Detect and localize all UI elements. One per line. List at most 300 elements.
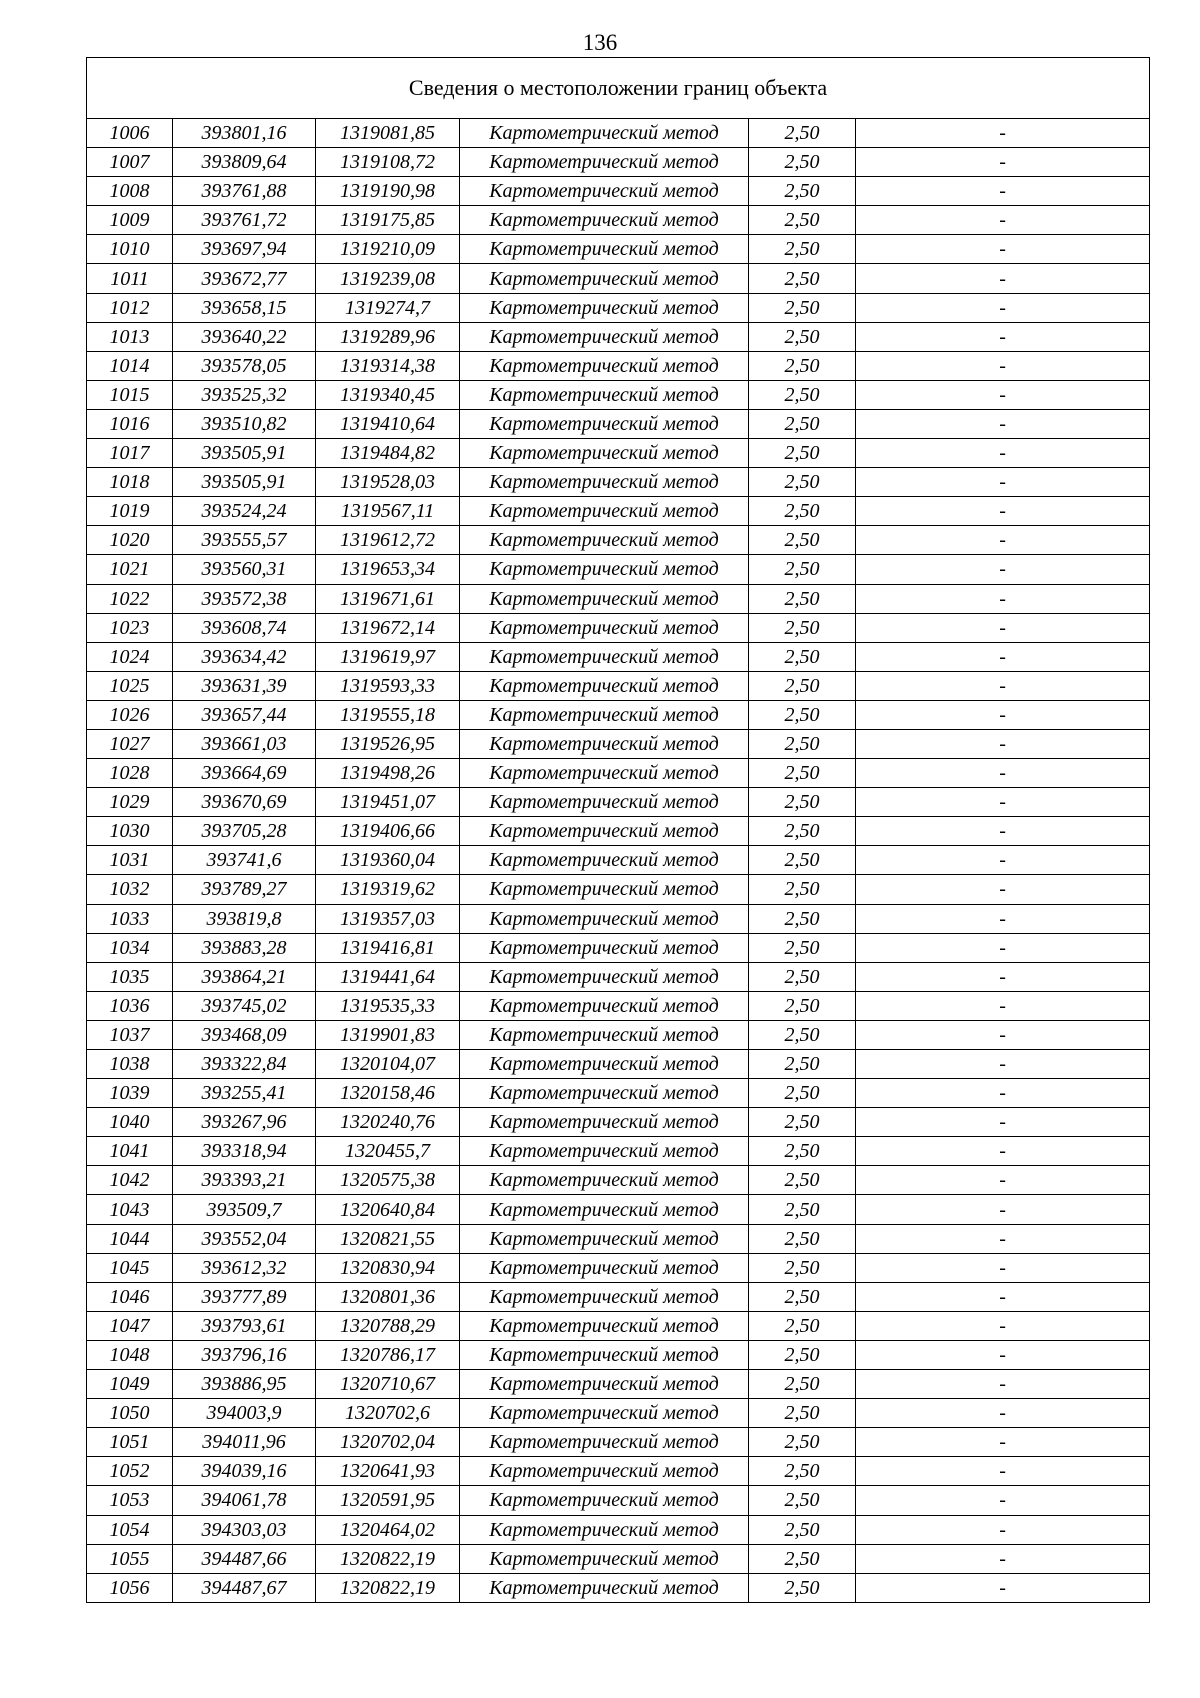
point-number-cell: 1031: [87, 846, 173, 875]
y-coordinate-cell: 1319567,11: [316, 497, 460, 526]
method-cell: Картометрический метод: [460, 642, 749, 671]
y-coordinate-cell: 1320830,94: [316, 1253, 460, 1282]
description-cell: -: [856, 555, 1150, 584]
method-cell: Картометрический метод: [460, 1079, 749, 1108]
method-cell: Картометрический метод: [460, 380, 749, 409]
x-coordinate-cell: 393612,32: [173, 1253, 316, 1282]
x-coordinate-cell: 393634,42: [173, 642, 316, 671]
point-number-cell: 1052: [87, 1457, 173, 1486]
method-cell: Картометрический метод: [460, 293, 749, 322]
method-cell: Картометрический метод: [460, 904, 749, 933]
x-coordinate-cell: 393658,15: [173, 293, 316, 322]
table-row: [87, 1399, 1150, 1428]
precision-cell: 2,50: [749, 1544, 856, 1573]
method-cell: Картометрический метод: [460, 759, 749, 788]
x-coordinate-cell: 393318,94: [173, 1137, 316, 1166]
x-coordinate-cell: 394039,16: [173, 1457, 316, 1486]
description-cell: -: [856, 1515, 1150, 1544]
table-row: [87, 497, 1150, 526]
method-cell: Картометрический метод: [460, 788, 749, 817]
x-coordinate-cell: 393560,31: [173, 555, 316, 584]
description-cell: -: [856, 1050, 1150, 1079]
description-cell: -: [856, 1399, 1150, 1428]
x-coordinate-cell: 393864,21: [173, 962, 316, 991]
precision-cell: 2,50: [749, 1282, 856, 1311]
precision-cell: 2,50: [749, 904, 856, 933]
point-number-cell: 1026: [87, 700, 173, 729]
page-number: 136: [582, 30, 618, 55]
method-cell: Картометрический метод: [460, 322, 749, 351]
precision-cell: 2,50: [749, 875, 856, 904]
y-coordinate-cell: 1319612,72: [316, 526, 460, 555]
point-number-cell: 1028: [87, 759, 173, 788]
table-row: [87, 671, 1150, 700]
precision-cell: 2,50: [749, 991, 856, 1020]
table-row: [87, 788, 1150, 817]
table-body: [87, 58, 1150, 1603]
description-cell: -: [856, 875, 1150, 904]
table-row: [87, 642, 1150, 671]
table-row: [87, 1515, 1150, 1544]
x-coordinate-cell: 393468,09: [173, 1020, 316, 1049]
table-title-row: [87, 58, 1150, 119]
description-cell: -: [856, 119, 1150, 148]
point-number-cell: 1032: [87, 875, 173, 904]
table-row: [87, 526, 1150, 555]
precision-cell: 2,50: [749, 1079, 856, 1108]
precision-cell: 2,50: [749, 1108, 856, 1137]
description-cell: -: [856, 729, 1150, 758]
method-cell: Картометрический метод: [460, 1166, 749, 1195]
precision-cell: 2,50: [749, 1399, 856, 1428]
method-cell: Картометрический метод: [460, 351, 749, 380]
table-row: [87, 875, 1150, 904]
table-row: [87, 409, 1150, 438]
precision-cell: 2,50: [749, 584, 856, 613]
point-number-cell: 1053: [87, 1486, 173, 1515]
table-row: [87, 1573, 1150, 1602]
point-number-cell: 1049: [87, 1370, 173, 1399]
description-cell: -: [856, 1195, 1150, 1224]
table-row: [87, 904, 1150, 933]
method-cell: Картометрический метод: [460, 584, 749, 613]
precision-cell: 2,50: [749, 555, 856, 584]
method-cell: Картометрический метод: [460, 846, 749, 875]
point-number-cell: 1046: [87, 1282, 173, 1311]
table-row: [87, 1282, 1150, 1311]
x-coordinate-cell: 393505,91: [173, 468, 316, 497]
precision-cell: 2,50: [749, 613, 856, 642]
method-cell: Картометрический метод: [460, 119, 749, 148]
y-coordinate-cell: 1320702,6: [316, 1399, 460, 1428]
description-cell: -: [856, 1166, 1150, 1195]
precision-cell: 2,50: [749, 817, 856, 846]
table-row: [87, 584, 1150, 613]
table-row: [87, 119, 1150, 148]
y-coordinate-cell: 1319239,08: [316, 264, 460, 293]
y-coordinate-cell: 1319535,33: [316, 991, 460, 1020]
y-coordinate-cell: 1319108,72: [316, 148, 460, 177]
precision-cell: 2,50: [749, 1137, 856, 1166]
table-row: [87, 1224, 1150, 1253]
point-number-cell: 1023: [87, 613, 173, 642]
precision-cell: 2,50: [749, 1515, 856, 1544]
precision-cell: 2,50: [749, 409, 856, 438]
x-coordinate-cell: 393525,32: [173, 380, 316, 409]
description-cell: -: [856, 497, 1150, 526]
description-cell: -: [856, 177, 1150, 206]
description-cell: -: [856, 1108, 1150, 1137]
method-cell: Картометрический метод: [460, 468, 749, 497]
table-row: [87, 1195, 1150, 1224]
table-row: [87, 1166, 1150, 1195]
precision-cell: 2,50: [749, 1050, 856, 1079]
y-coordinate-cell: 1319451,07: [316, 788, 460, 817]
description-cell: -: [856, 759, 1150, 788]
point-number-cell: 1051: [87, 1428, 173, 1457]
x-coordinate-cell: 394487,67: [173, 1573, 316, 1602]
description-cell: -: [856, 788, 1150, 817]
method-cell: Картометрический метод: [460, 1428, 749, 1457]
method-cell: Картометрический метод: [460, 1311, 749, 1340]
point-number-cell: 1017: [87, 439, 173, 468]
table-row: [87, 555, 1150, 584]
precision-cell: 2,50: [749, 788, 856, 817]
precision-cell: 2,50: [749, 1195, 856, 1224]
table-row: [87, 468, 1150, 497]
point-number-cell: 1034: [87, 933, 173, 962]
description-cell: -: [856, 1457, 1150, 1486]
point-number-cell: 1022: [87, 584, 173, 613]
point-number-cell: 1019: [87, 497, 173, 526]
table-title: Сведения о местоположении границ объекта: [87, 58, 1150, 119]
method-cell: Картометрический метод: [460, 991, 749, 1020]
method-cell: Картометрический метод: [460, 1137, 749, 1166]
x-coordinate-cell: 393697,94: [173, 235, 316, 264]
precision-cell: 2,50: [749, 148, 856, 177]
table-row: [87, 991, 1150, 1020]
y-coordinate-cell: 1320822,19: [316, 1573, 460, 1602]
description-cell: -: [856, 1428, 1150, 1457]
method-cell: Картометрический метод: [460, 1224, 749, 1253]
table-row: [87, 1253, 1150, 1282]
y-coordinate-cell: 1319528,03: [316, 468, 460, 497]
point-number-cell: 1038: [87, 1050, 173, 1079]
method-cell: Картометрический метод: [460, 177, 749, 206]
point-number-cell: 1007: [87, 148, 173, 177]
description-cell: -: [856, 1137, 1150, 1166]
precision-cell: 2,50: [749, 700, 856, 729]
precision-cell: 2,50: [749, 351, 856, 380]
method-cell: Картометрический метод: [460, 1399, 749, 1428]
method-cell: Картометрический метод: [460, 729, 749, 758]
precision-cell: 2,50: [749, 322, 856, 351]
table-row: [87, 1486, 1150, 1515]
precision-cell: 2,50: [749, 933, 856, 962]
precision-cell: 2,50: [749, 206, 856, 235]
table-row: [87, 148, 1150, 177]
description-cell: -: [856, 991, 1150, 1020]
y-coordinate-cell: 1320575,38: [316, 1166, 460, 1195]
method-cell: Картометрический метод: [460, 671, 749, 700]
point-number-cell: 1029: [87, 788, 173, 817]
point-number-cell: 1037: [87, 1020, 173, 1049]
method-cell: Картометрический метод: [460, 555, 749, 584]
x-coordinate-cell: 394487,66: [173, 1544, 316, 1573]
table-row: [87, 962, 1150, 991]
point-number-cell: 1055: [87, 1544, 173, 1573]
x-coordinate-cell: 393801,16: [173, 119, 316, 148]
precision-cell: 2,50: [749, 1224, 856, 1253]
description-cell: -: [856, 468, 1150, 497]
method-cell: Картометрический метод: [460, 235, 749, 264]
point-number-cell: 1030: [87, 817, 173, 846]
y-coordinate-cell: 1319484,82: [316, 439, 460, 468]
x-coordinate-cell: 393657,44: [173, 700, 316, 729]
point-number-cell: 1008: [87, 177, 173, 206]
precision-cell: 2,50: [749, 235, 856, 264]
y-coordinate-cell: 1319671,61: [316, 584, 460, 613]
method-cell: Картометрический метод: [460, 613, 749, 642]
y-coordinate-cell: 1320591,95: [316, 1486, 460, 1515]
x-coordinate-cell: 393664,69: [173, 759, 316, 788]
point-number-cell: 1035: [87, 962, 173, 991]
method-cell: Картометрический метод: [460, 526, 749, 555]
y-coordinate-cell: 1320158,46: [316, 1079, 460, 1108]
description-cell: -: [856, 642, 1150, 671]
y-coordinate-cell: 1319274,7: [316, 293, 460, 322]
table-row: [87, 1137, 1150, 1166]
point-number-cell: 1027: [87, 729, 173, 758]
y-coordinate-cell: 1320788,29: [316, 1311, 460, 1340]
point-number-cell: 1050: [87, 1399, 173, 1428]
x-coordinate-cell: 393819,8: [173, 904, 316, 933]
precision-cell: 2,50: [749, 264, 856, 293]
table-row: [87, 1457, 1150, 1486]
method-cell: Картометрический метод: [460, 700, 749, 729]
table-row: [87, 235, 1150, 264]
method-cell: Картометрический метод: [460, 1108, 749, 1137]
y-coordinate-cell: 1319593,33: [316, 671, 460, 700]
y-coordinate-cell: 1320640,84: [316, 1195, 460, 1224]
y-coordinate-cell: 1320240,76: [316, 1108, 460, 1137]
description-cell: -: [856, 322, 1150, 351]
y-coordinate-cell: 1319672,14: [316, 613, 460, 642]
x-coordinate-cell: 393886,95: [173, 1370, 316, 1399]
precision-cell: 2,50: [749, 177, 856, 206]
x-coordinate-cell: 393510,82: [173, 409, 316, 438]
x-coordinate-cell: 393393,21: [173, 1166, 316, 1195]
table-row: [87, 1370, 1150, 1399]
x-coordinate-cell: 393705,28: [173, 817, 316, 846]
table-row: [87, 1050, 1150, 1079]
point-number-cell: 1040: [87, 1108, 173, 1137]
description-cell: -: [856, 1079, 1150, 1108]
y-coordinate-cell: 1320464,02: [316, 1515, 460, 1544]
y-coordinate-cell: 1320702,04: [316, 1428, 460, 1457]
x-coordinate-cell: 393777,89: [173, 1282, 316, 1311]
description-cell: -: [856, 671, 1150, 700]
table-row: [87, 293, 1150, 322]
description-cell: -: [856, 1224, 1150, 1253]
x-coordinate-cell: 393670,69: [173, 788, 316, 817]
point-number-cell: 1048: [87, 1340, 173, 1369]
method-cell: Картометрический метод: [460, 1573, 749, 1602]
point-number-cell: 1013: [87, 322, 173, 351]
method-cell: Картометрический метод: [460, 875, 749, 904]
point-number-cell: 1018: [87, 468, 173, 497]
x-coordinate-cell: 393672,77: [173, 264, 316, 293]
precision-cell: 2,50: [749, 380, 856, 409]
precision-cell: 2,50: [749, 1486, 856, 1515]
table-row: [87, 700, 1150, 729]
table-row: [87, 1340, 1150, 1369]
precision-cell: 2,50: [749, 497, 856, 526]
table-row: [87, 380, 1150, 409]
point-number-cell: 1044: [87, 1224, 173, 1253]
description-cell: -: [856, 293, 1150, 322]
point-number-cell: 1012: [87, 293, 173, 322]
x-coordinate-cell: 393741,6: [173, 846, 316, 875]
point-number-cell: 1015: [87, 380, 173, 409]
y-coordinate-cell: 1319901,83: [316, 1020, 460, 1049]
description-cell: -: [856, 1020, 1150, 1049]
x-coordinate-cell: 393255,41: [173, 1079, 316, 1108]
description-cell: -: [856, 351, 1150, 380]
x-coordinate-cell: 394011,96: [173, 1428, 316, 1457]
method-cell: Картометрический метод: [460, 1370, 749, 1399]
y-coordinate-cell: 1319498,26: [316, 759, 460, 788]
y-coordinate-cell: 1319619,97: [316, 642, 460, 671]
table-row: [87, 1544, 1150, 1573]
y-coordinate-cell: 1320786,17: [316, 1340, 460, 1369]
y-coordinate-cell: 1319210,09: [316, 235, 460, 264]
y-coordinate-cell: 1320641,93: [316, 1457, 460, 1486]
x-coordinate-cell: 393555,57: [173, 526, 316, 555]
point-number-cell: 1041: [87, 1137, 173, 1166]
description-cell: -: [856, 380, 1150, 409]
point-number-cell: 1020: [87, 526, 173, 555]
description-cell: -: [856, 1573, 1150, 1602]
description-cell: -: [856, 526, 1150, 555]
point-number-cell: 1043: [87, 1195, 173, 1224]
y-coordinate-cell: 1319360,04: [316, 846, 460, 875]
precision-cell: 2,50: [749, 526, 856, 555]
description-cell: -: [856, 846, 1150, 875]
table-row: [87, 1311, 1150, 1340]
x-coordinate-cell: 393505,91: [173, 439, 316, 468]
precision-cell: 2,50: [749, 729, 856, 758]
table-row: [87, 177, 1150, 206]
method-cell: Картометрический метод: [460, 1457, 749, 1486]
description-cell: -: [856, 904, 1150, 933]
point-number-cell: 1054: [87, 1515, 173, 1544]
point-number-cell: 1016: [87, 409, 173, 438]
method-cell: Картометрический метод: [460, 1340, 749, 1369]
point-number-cell: 1036: [87, 991, 173, 1020]
description-cell: -: [856, 613, 1150, 642]
precision-cell: 2,50: [749, 962, 856, 991]
y-coordinate-cell: 1319653,34: [316, 555, 460, 584]
description-cell: -: [856, 409, 1150, 438]
y-coordinate-cell: 1320822,19: [316, 1544, 460, 1573]
y-coordinate-cell: 1319406,66: [316, 817, 460, 846]
precision-cell: 2,50: [749, 759, 856, 788]
y-coordinate-cell: 1320104,07: [316, 1050, 460, 1079]
table-row: [87, 613, 1150, 642]
table-row: [87, 933, 1150, 962]
y-coordinate-cell: 1319190,98: [316, 177, 460, 206]
y-coordinate-cell: 1319175,85: [316, 206, 460, 235]
description-cell: -: [856, 1370, 1150, 1399]
point-number-cell: 1009: [87, 206, 173, 235]
table-row: [87, 729, 1150, 758]
point-number-cell: 1039: [87, 1079, 173, 1108]
table-row: [87, 206, 1150, 235]
x-coordinate-cell: 393509,7: [173, 1195, 316, 1224]
x-coordinate-cell: 393267,96: [173, 1108, 316, 1137]
point-number-cell: 1024: [87, 642, 173, 671]
x-coordinate-cell: 393883,28: [173, 933, 316, 962]
method-cell: Картометрический метод: [460, 1020, 749, 1049]
description-cell: -: [856, 235, 1150, 264]
x-coordinate-cell: 393789,27: [173, 875, 316, 904]
precision-cell: 2,50: [749, 293, 856, 322]
method-cell: Картометрический метод: [460, 1282, 749, 1311]
description-cell: -: [856, 1340, 1150, 1369]
description-cell: -: [856, 1282, 1150, 1311]
table-row: [87, 1020, 1150, 1049]
y-coordinate-cell: 1319319,62: [316, 875, 460, 904]
method-cell: Картометрический метод: [460, 1195, 749, 1224]
table-row: [87, 1108, 1150, 1137]
y-coordinate-cell: 1319441,64: [316, 962, 460, 991]
x-coordinate-cell: 394003,9: [173, 1399, 316, 1428]
x-coordinate-cell: 393809,64: [173, 148, 316, 177]
y-coordinate-cell: 1319081,85: [316, 119, 460, 148]
x-coordinate-cell: 393322,84: [173, 1050, 316, 1079]
method-cell: Картометрический метод: [460, 1486, 749, 1515]
point-number-cell: 1045: [87, 1253, 173, 1282]
point-number-cell: 1056: [87, 1573, 173, 1602]
y-coordinate-cell: 1319526,95: [316, 729, 460, 758]
precision-cell: 2,50: [749, 1166, 856, 1195]
y-coordinate-cell: 1319289,96: [316, 322, 460, 351]
x-coordinate-cell: 393761,72: [173, 206, 316, 235]
method-cell: Картометрический метод: [460, 264, 749, 293]
x-coordinate-cell: 394061,78: [173, 1486, 316, 1515]
x-coordinate-cell: 393661,03: [173, 729, 316, 758]
description-cell: -: [856, 1311, 1150, 1340]
method-cell: Картометрический метод: [460, 206, 749, 235]
y-coordinate-cell: 1319416,81: [316, 933, 460, 962]
precision-cell: 2,50: [749, 439, 856, 468]
y-coordinate-cell: 1319555,18: [316, 700, 460, 729]
description-cell: -: [856, 148, 1150, 177]
method-cell: Картометрический метод: [460, 962, 749, 991]
method-cell: Картометрический метод: [460, 148, 749, 177]
point-number-cell: 1021: [87, 555, 173, 584]
table-row: [87, 351, 1150, 380]
method-cell: Картометрический метод: [460, 1050, 749, 1079]
precision-cell: 2,50: [749, 846, 856, 875]
table-row: [87, 322, 1150, 351]
description-cell: -: [856, 1486, 1150, 1515]
precision-cell: 2,50: [749, 642, 856, 671]
point-number-cell: 1025: [87, 671, 173, 700]
point-number-cell: 1010: [87, 235, 173, 264]
x-coordinate-cell: 393796,16: [173, 1340, 316, 1369]
